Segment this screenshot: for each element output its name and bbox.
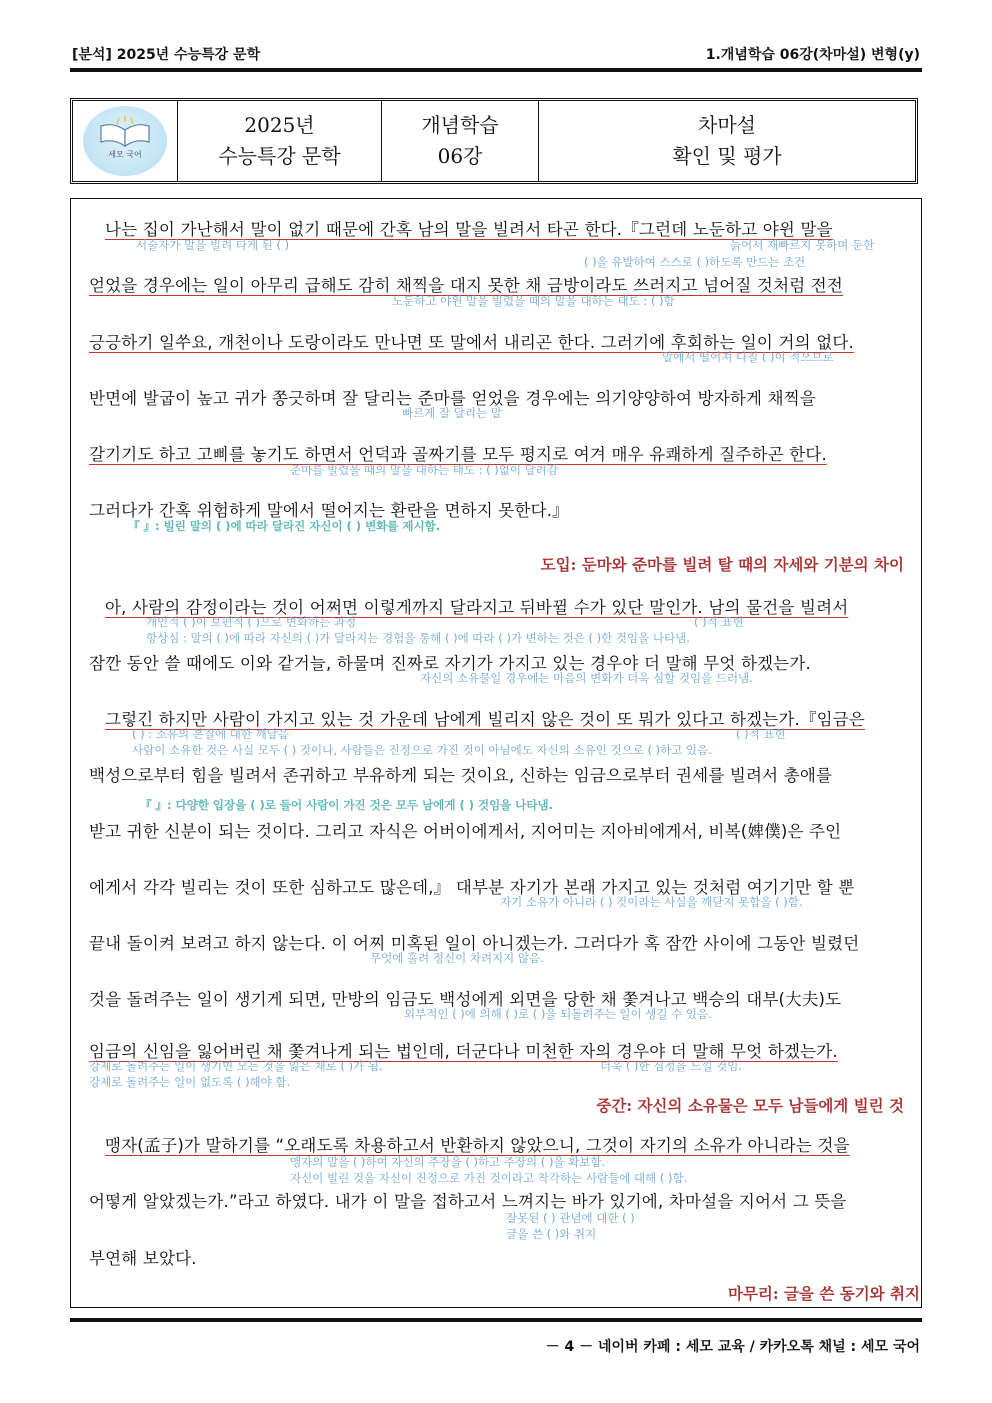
title-lesson-num: 06강 [437, 144, 483, 168]
text-line: 잠깐 동안 쓸 때에도 이와 같거늘, 하물며 진짜로 자기가 가지고 있는 경우야 더 말해 무엇 하겠는가. [89, 654, 811, 673]
header-left: [분석] 2025년 수능특강 문학 [72, 47, 261, 63]
text-line: 긍긍하기 일쑤요, 개천이나 도랑이라도 만나면 또 말에서 내리곤 한다. 그러기에 후회하는 일이 거의 없다. [89, 333, 854, 352]
annotation: 개인적 ( )이 보편적 ( )으로 변화하는 과정 [146, 615, 357, 629]
annotation: 무엇에 홀려 정신이 차려지지 않음. [370, 951, 544, 965]
text-line: 나는 집이 가난해서 말이 없기 때문에 간혹 남의 말을 빌려서 타곤 한다.『그런데 노둔하고 야윈 말을 [105, 220, 833, 239]
text-line: 반면에 발굽이 높고 귀가 쫑긋하며 잘 달리는 준마를 얻었을 경우에는 의기양양하여 방자하게 채찍을 [89, 389, 817, 408]
title-box [70, 98, 918, 184]
text-line: 에게서 각각 빌리는 것이 또한 심하고도 많은데,』 대부분 자기가 본래 가지고 있는 것처럼 여기기만 할 뿐 [89, 878, 855, 897]
title-subject: 수능특강 문학 [218, 144, 341, 168]
bottom-rule [70, 1318, 922, 1322]
text-line: 맹자(孟子)가 말하기를 “오래도록 차용하고서 반환하지 않았으니, 그것이 자기의 소유가 아니라는 것을 [105, 1136, 850, 1155]
text-line: 갈기기도 하고 고삐를 놓기도 하면서 언덕과 골짜기를 모두 평지로 여겨 매우 유쾌하게 질주하곤 한다. [89, 445, 827, 464]
annotation: 글을 쓴 ( )와 취지 [506, 1227, 597, 1241]
section-label-middle: 중간: 자신의 소유물은 모두 남들에게 빌린 것 [596, 1096, 904, 1115]
title-year: 2025년 [244, 113, 315, 137]
annotation: 서술자가 말을 빌려 타게 된 ( ) [136, 238, 290, 252]
title-work-cell [539, 101, 915, 181]
book-logo-icon [83, 106, 167, 176]
header-right: 1.개념학습 06강(차마설) 변형(y) [705, 47, 920, 63]
annotation: 맹자의 말을 ( )하여 자신의 주장을 ( )하고 주장의 ( )을 확보함. [290, 1155, 606, 1169]
text-line: 백성으로부터 힘을 빌려서 존귀하고 부유하게 되는 것이요, 신하는 임금으로부터 권세를 빌려서 총애를 [89, 766, 833, 785]
annotation: 자신이 빌린 것을 자신이 진정으로 가진 것이라고 착각하는 사람들에 대해 ( )함. [290, 1171, 688, 1185]
title-lesson-cell [382, 101, 539, 181]
text-line: 그렇긴 하지만 사람이 가지고 있는 것 가운데 남에게 빌리지 않은 것이 또 뭐가 있다고 하겠는가.『임금은 [105, 710, 866, 729]
logo-cell [73, 101, 178, 181]
footer: － 4 － 네이버 카페 : 세모 교육 / 카카오톡 채널 : 세모 국어 [545, 1339, 920, 1355]
annotation: ( )적 표현 [694, 615, 744, 629]
annotation: 사람이 소유한 것은 사실 모두 ( ) 것이나, 사람들은 진정으로 가진 것이 아님에도 자신의 소유인 것으로 ( )하고 있음. [132, 743, 712, 757]
annotation: 강제로 돌려주는 일이 생기면 모든 것을 잃은 채로 ( )가 됨. [89, 1059, 383, 1073]
text-line: 아, 사람의 감정이라는 것이 어쩌면 이렇게까지 달라지고 뒤바뀔 수가 있단 말인가. 남의 물건을 빌려서 [105, 598, 849, 617]
annotation: 준마를 빌렸을 때의 말을 대하는 태도 : ( )없이 달려감 [290, 463, 558, 477]
annotation: ( ) : 소유의 본질에 대한 깨달음 [132, 727, 289, 741]
annotation: 더욱 ( )한 심정을 느낄 것임. [600, 1059, 742, 1073]
title-year-cell [178, 101, 382, 181]
annotation: ( )을 유발하여 스스로 ( )하도록 만드는 조건 [584, 255, 806, 269]
top-rule [70, 68, 922, 72]
annotation: 『 』: 다양한 입장을 ( )로 들어 사람이 가진 것은 모두 남에게 ( ) 것임을 나타냄. [140, 798, 553, 812]
annotation: 『 』: 빌린 말의 ( )에 따라 달라진 자신이 ( ) 변화를 제시함. [128, 519, 441, 533]
text-line: 끝내 돌이켜 보려고 하지 않는다. 이 어찌 미혹된 일이 아니겠는가. 그러다가 혹 잠깐 사이에 그동안 빌렸던 [89, 934, 860, 953]
text-line: 그러다가 간혹 위험하게 말에서 떨어지는 환란을 면하지 못한다.』 [89, 501, 569, 520]
annotation: ( )적 표현 [736, 727, 786, 741]
text-line: 얻었을 경우에는 일이 아무리 급해도 감히 채찍을 대지 못한 채 금방이라도 쓰러지고 넘어질 것처럼 전전 [89, 276, 844, 295]
section-label-intro: 도입: 둔마와 준마를 빌려 탈 때의 자세와 기분의 차이 [540, 555, 904, 574]
logo-text: 세모 국어 [108, 150, 142, 159]
annotation: 항상심 : 말의 ( )에 따라 자신의 ( )가 달라지는 경험을 통해 ( )에 따라 ( )가 변하는 것은 ( )한 것임을 나타냄. [146, 631, 690, 645]
annotation: 강제로 돌려주는 일이 없도록 ( )해야 함. [89, 1075, 291, 1089]
annotation: 자기 소유가 아니라 ( ) 것이라는 사실을 깨닫지 못함을 ( )함. [500, 895, 803, 909]
annotation: 외부적인 ( )에 의해 ( )로 ( )을 되돌려주는 일이 생길 수 있음. [404, 1007, 712, 1021]
text-line: 어떻게 알았겠는가.”라고 하였다. 내가 이 말을 접하고서 느껴지는 바가 있기에, 차마설을 지어서 그 뜻을 [89, 1192, 847, 1211]
annotation: 빠르게 잘 달리는 말 [402, 406, 502, 420]
annotation: 잘못된 ( ) 관념에 대한 ( ) [506, 1211, 635, 1225]
title-lesson-type: 개념학습 [421, 113, 499, 137]
title-work: 차마설 [698, 113, 756, 137]
annotation: 말에서 떨어져 다칠 ( )이 적으므로 [662, 350, 834, 364]
text-line: 받고 귀한 신분이 되는 것이다. 그리고 자식은 어버이에게서, 지어미는 지아비에게서, 비복(婢僕)은 주인 [89, 822, 842, 841]
text-line: 부연해 보았다. [89, 1249, 197, 1268]
text-line: 임금의 신임을 잃어버린 채 쫓겨나게 되는 법인데, 더군다나 미천한 자의 경우야 더 말해 무엇 하겠는가. [89, 1042, 838, 1061]
annotation: 노둔하고 야윈 말을 빌렸을 때의 말을 대하는 태도 : ( )함 [392, 294, 675, 308]
title-purpose: 확인 및 평가 [672, 144, 782, 168]
annotation: 자신의 소유물일 경우에는 마음의 변화가 더욱 심할 것임을 드러냄. [420, 671, 753, 685]
annotation: 늙어서 재빠르지 못하며 둔한 [730, 238, 875, 252]
text-line: 것을 돌려주는 일이 생기게 되면, 만방의 임금도 백성에게 외면을 당한 채 쫓겨나고 백승의 대부(大夫)도 [89, 990, 842, 1009]
section-label-end: 마무리: 글을 쓴 동기와 취지 [727, 1284, 920, 1303]
